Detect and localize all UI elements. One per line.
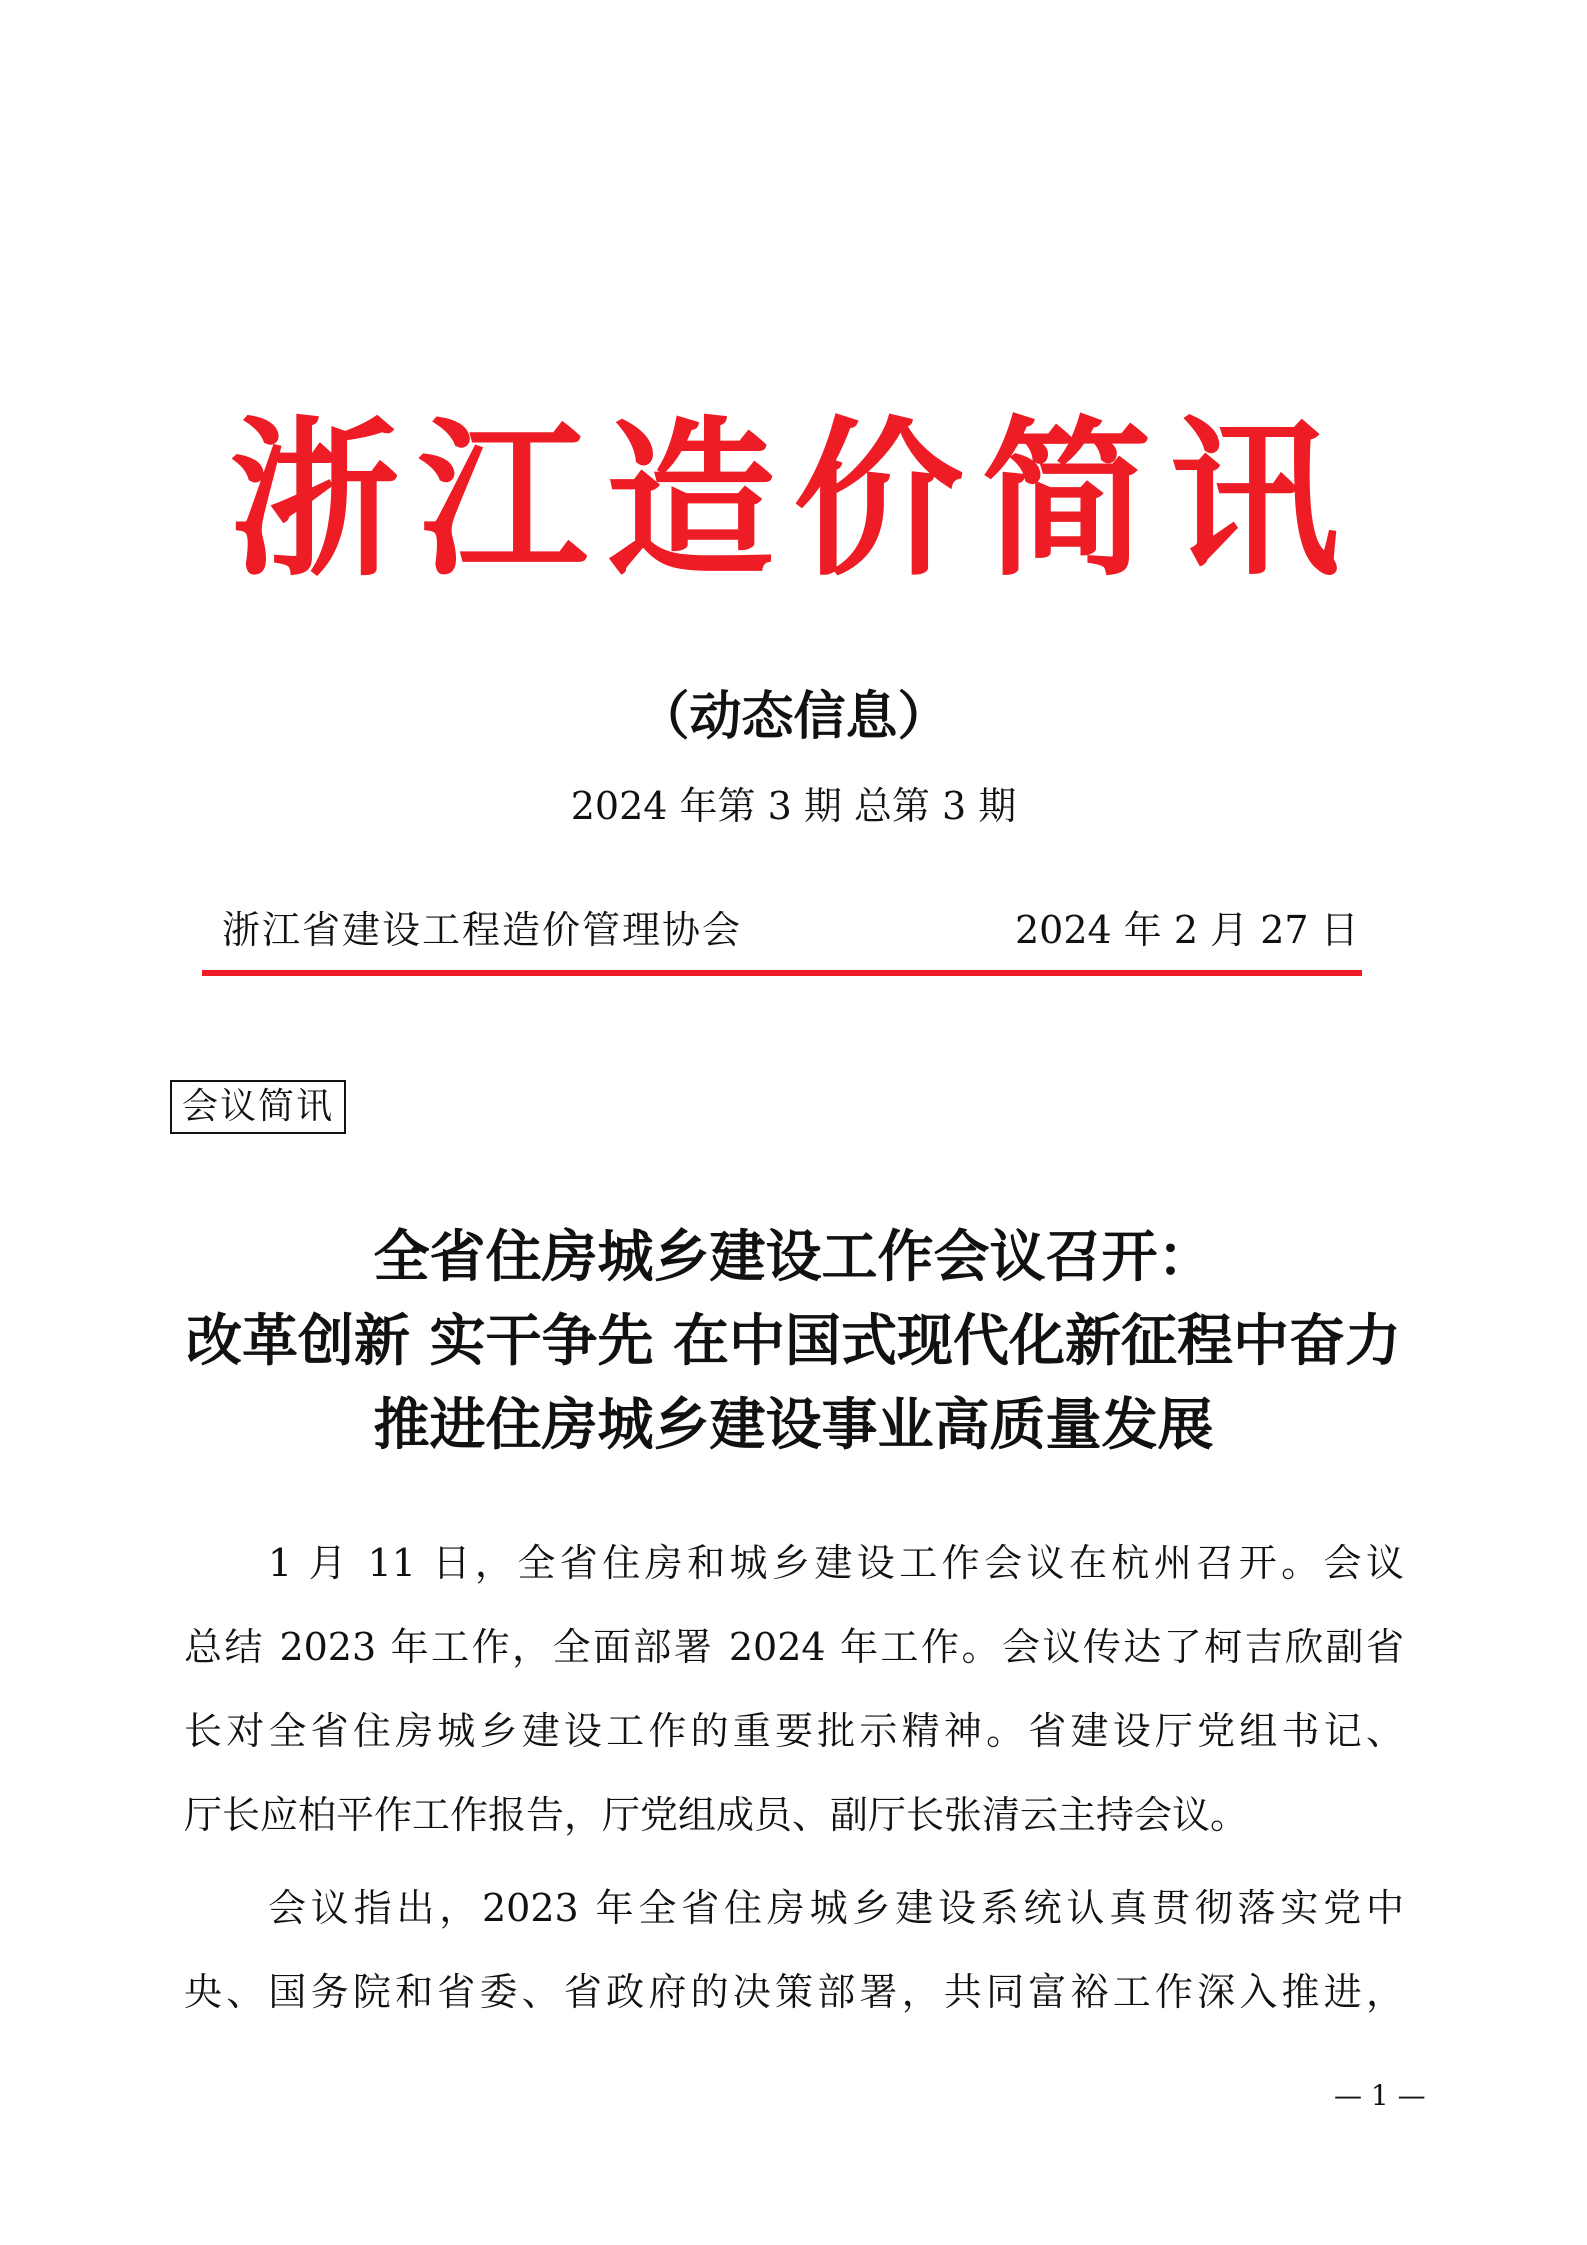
paragraph-2-line-1: 会议指出，2023 年全省住房城乡建设系统认真贯彻落实党中 (268, 1886, 1404, 1930)
headline-line-3: 推进住房城乡建设事业高质量发展 (373, 1393, 1214, 1458)
subtitle: （动态信息） (637, 686, 950, 747)
page-number: — 1 — (1334, 2079, 1426, 2112)
paragraph-2-line-2: 央、国务院和省委、省政府的决策部署，共同富裕工作深入推进， (184, 1970, 1404, 2014)
headline-line-2: 改革创新 实干争先 在中国式现代化新征程中奋力 (186, 1309, 1401, 1374)
paragraph-1-line-4: 厅长应柏平作工作报告，厅党组成员、副厅长张清云主持会议。 (184, 1793, 1249, 1837)
headline-line-1: 全省住房城乡建设工作会议召开： (373, 1225, 1214, 1290)
publisher-org: 浙江省建设工程造价管理协会 (222, 908, 743, 952)
paragraph-1-line-3: 长对全省住房城乡建设工作的重要批示精神。省建设厅党组书记、 (184, 1709, 1404, 1753)
masthead-title: 浙江造价简讯 (229, 400, 1358, 600)
publish-date: 2024 年 2 月 27 日 (1015, 908, 1359, 952)
section-tag: 会议简讯 (170, 1080, 346, 1134)
issue-number: 2024 年第 3 期 总第 3 期 (570, 784, 1017, 828)
paragraph-1-line-1: 1 月 11 日，全省住房和城乡建设工作会议在杭州召开。会议 (268, 1541, 1404, 1585)
paragraph-1-line-2: 总结 2023 年工作，全面部署 2024 年工作。会议传达了柯吉欣副省 (184, 1625, 1404, 1669)
red-divider (202, 970, 1362, 976)
